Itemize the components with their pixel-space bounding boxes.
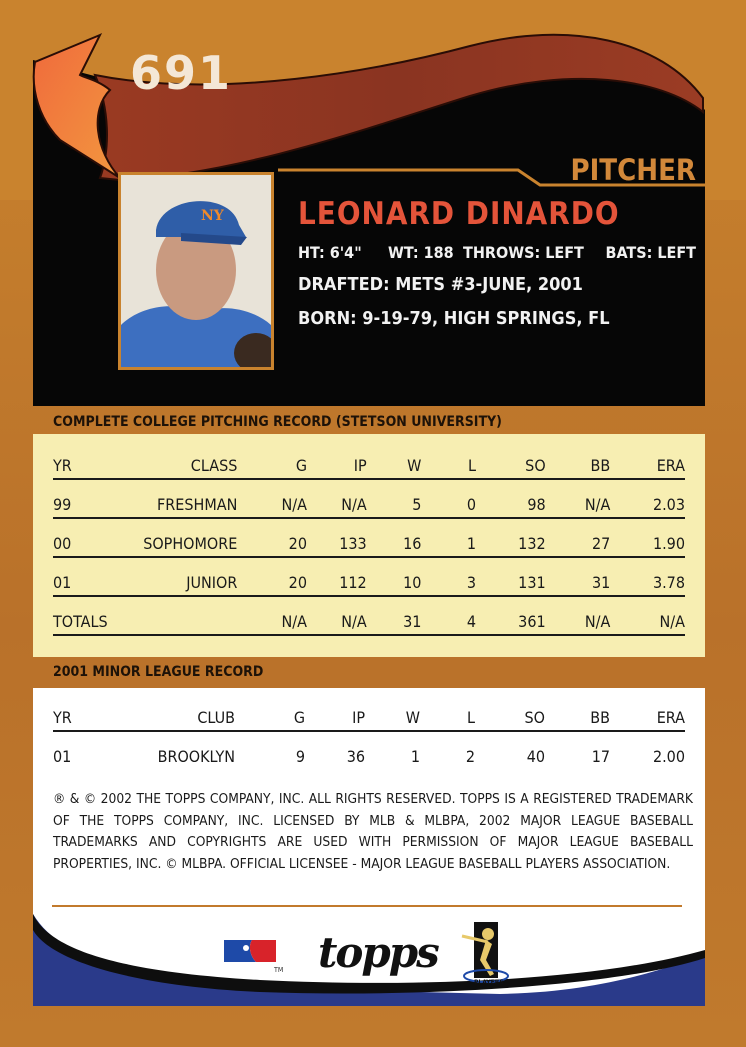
- college-cell: 133: [307, 518, 367, 557]
- college-cell: FRESHMAN: [108, 479, 238, 518]
- college-row: [53, 596, 685, 635]
- college-cell: N/A: [610, 596, 685, 635]
- college-row: [53, 557, 685, 596]
- college-cell: 16: [367, 518, 422, 557]
- drafted-info: DRAFTED: METS #3-JUNE, 2001: [298, 274, 583, 295]
- college-cell: 1.90: [610, 518, 685, 557]
- legal-text: ® & © 2002 THE TOPPS COMPANY, INC. ALL RIGHTS RESERVED. TOPPS IS A REGISTERED TRADEMARK OF THE TOPPS COMPANY, INC. LICENSED BY MLB & MLBPA, 2002 MAJOR LEAGUE BASEBALL TRADEMARKS AND COPYRIGHTS ARE USED WITH PERMISSION OF MAJOR LEAGUE BASEBALL PROPERTIES, INC. © MLBPA. OFFICIAL LICENSEE - MAJOR LEAGUE BASEBALL PLAYERS ASSOCIATION.: [53, 791, 693, 872]
- college-cell: 20: [237, 518, 307, 557]
- minor-col-header: W: [365, 693, 420, 731]
- college-cell: N/A: [307, 596, 367, 635]
- header-bottom-bar: [33, 372, 705, 406]
- college-cell: 132: [476, 518, 546, 557]
- college-cell: 20: [237, 557, 307, 596]
- mlb-logo-icon: [222, 936, 278, 966]
- player-portrait: [121, 175, 271, 367]
- minor-cell: 9: [295, 747, 305, 766]
- college-cell: 31: [367, 596, 422, 635]
- college-cell: 2.03: [610, 479, 685, 518]
- college-cell: SOPHOMORE: [108, 518, 238, 557]
- minor-col-header: IP: [305, 693, 365, 731]
- college-col-header: IP: [307, 441, 367, 479]
- minor-col-header: BB: [545, 693, 610, 731]
- college-cell: 00: [53, 518, 108, 557]
- minor-header-row: [53, 693, 685, 731]
- college-col-header: W: [367, 441, 422, 479]
- minor-col-header: YR: [53, 693, 105, 731]
- minor-cell: 40: [526, 747, 545, 766]
- minor-cell: BROOKLYN: [157, 747, 235, 766]
- minor-cell: 01: [53, 747, 72, 766]
- college-cell: 4: [421, 596, 476, 635]
- college-cell: 01: [53, 557, 108, 596]
- minor-row: [53, 731, 685, 769]
- college-cell: N/A: [307, 479, 367, 518]
- college-section-title: COMPLETE COLLEGE PITCHING RECORD (STETSON UNIVERSITY): [53, 414, 502, 430]
- college-col-header: CLASS: [108, 441, 238, 479]
- college-col-header: BB: [546, 441, 611, 479]
- college-cell: 3.78: [610, 557, 685, 596]
- college-stats-table: [53, 441, 685, 636]
- college-stats-panel: [33, 434, 705, 657]
- college-col-header: G: [237, 441, 307, 479]
- college-cell: N/A: [237, 479, 307, 518]
- minor-col-header: G: [235, 693, 305, 731]
- college-cell: 31: [546, 557, 611, 596]
- minor-col-header: SO: [475, 693, 545, 731]
- position-label: PITCHER: [570, 153, 696, 187]
- college-col-header: ERA: [610, 441, 685, 479]
- minor-col-header: ERA: [610, 693, 685, 731]
- college-cell: TOTALS: [53, 596, 108, 635]
- minor-cell: 1: [410, 747, 420, 766]
- college-col-header: SO: [476, 441, 546, 479]
- player-name: LEONARD DINARDO: [298, 196, 620, 232]
- minor-cell: 17: [591, 747, 610, 766]
- college-cell: 98: [476, 479, 546, 518]
- college-cell: N/A: [546, 479, 611, 518]
- throws: THROWS: LEFT: [463, 243, 584, 262]
- college-row: [53, 479, 685, 518]
- weight: WT: 188: [388, 243, 454, 262]
- college-cell: 112: [307, 557, 367, 596]
- mlbpa-logo-text: PLAYERS: [474, 979, 504, 986]
- college-cell: 1: [421, 518, 476, 557]
- born-info: BORN: 9-19-79, HIGH SPRINGS, FL: [298, 308, 610, 329]
- college-cell: 3: [421, 557, 476, 596]
- college-cell: 0: [421, 479, 476, 518]
- topps-logo: topps: [318, 928, 438, 977]
- minor-cell: 2.00: [652, 747, 685, 766]
- college-cell: N/A: [237, 596, 307, 635]
- minor-cell: 2: [465, 747, 475, 766]
- college-cell: [108, 596, 238, 635]
- minor-col-header: CLUB: [105, 693, 235, 731]
- card-number: 691: [130, 46, 233, 100]
- minor-cell: 36: [346, 747, 365, 766]
- minor-section-title: 2001 MINOR LEAGUE RECORD: [53, 664, 264, 680]
- college-col-header: YR: [53, 441, 108, 479]
- college-col-header: L: [421, 441, 476, 479]
- bats: BATS: LEFT: [605, 243, 696, 262]
- college-row: [53, 518, 685, 557]
- height: HT: 6'4": [298, 243, 362, 262]
- college-cell: 5: [367, 479, 422, 518]
- college-cell: 131: [476, 557, 546, 596]
- college-cell: 361: [476, 596, 546, 635]
- college-header-row: [53, 441, 685, 479]
- college-cell: N/A: [546, 596, 611, 635]
- svg-text:NY: NY: [201, 208, 224, 224]
- college-cell: 99: [53, 479, 108, 518]
- college-cell: JUNIOR: [108, 557, 238, 596]
- minor-col-header: L: [420, 693, 475, 731]
- mlb-trademark: TM: [274, 966, 284, 974]
- mlbpa-logo-icon: [458, 920, 518, 986]
- player-photo: [118, 172, 274, 370]
- minor-stats-table: [53, 693, 685, 769]
- college-cell: 10: [367, 557, 422, 596]
- college-cell: 27: [546, 518, 611, 557]
